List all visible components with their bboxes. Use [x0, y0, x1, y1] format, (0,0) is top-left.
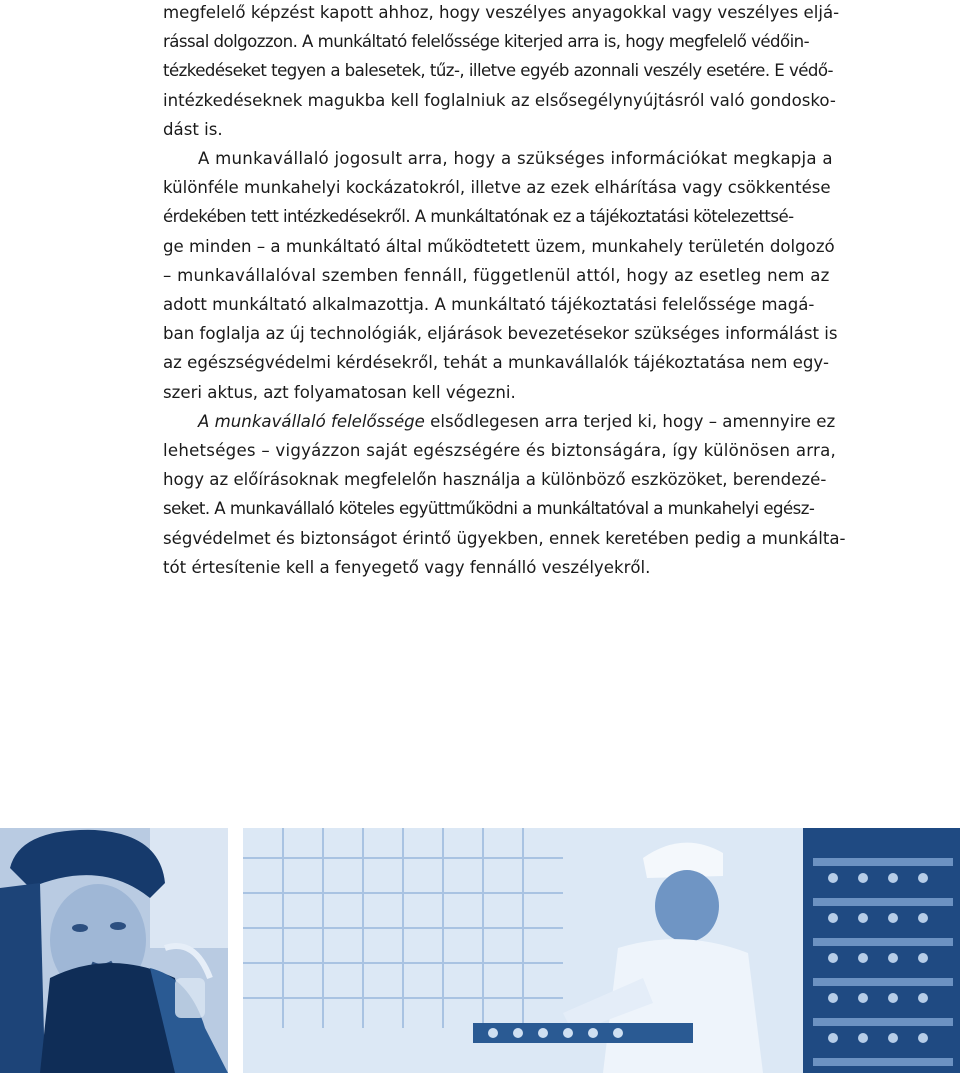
line: – munkavállalóval szemben fennáll, függetlenül attól, hogy az esetleg nem az [163, 265, 830, 285]
line: különféle munkahelyi kockázatokról, illetve az ezek elhárítása vagy csökkentése [163, 178, 831, 198]
line: A munkavállaló jogosult arra, hogy a szükséges információkat megkapja a [198, 149, 833, 169]
firefighter-photo [0, 828, 228, 1073]
line: megfelelő képzést kapott ahhoz, hogy veszélyes anyagokkal vagy veszélyes eljá- [163, 3, 840, 22]
paragraph-3 [163, 407, 867, 582]
paragraph-1 [163, 0, 867, 144]
line: seket. A munkavállaló köteles együttműködni a munkáltatóval a munkahelyi egész- [163, 499, 815, 519]
line: tót értesítenie kell a fenyegető vagy fennálló veszélyekről. [163, 557, 651, 577]
line: tézkedéseket tegyen a balesetek, tűz-, illetve egyéb azonnali veszély esetére. E védő- [163, 61, 833, 81]
line: az egészségvédelmi kérdésekről, tehát a munkavállalók tájékoztatása nem egy- [163, 353, 829, 373]
line: ge minden – a munkáltató által működtetett üzem, munkahely területén dolgozó [163, 236, 835, 256]
line: rással dolgozzon. A munkáltató felelőssége kiterjed arra is, hogy megfelelő védőin- [163, 32, 810, 52]
line: intézkedéseknek magukba kell foglalniuk az elsősegélynyújtásról való gondosko- [163, 90, 836, 110]
baker-illustration [243, 828, 960, 1073]
firefighter-illustration [0, 828, 228, 1073]
body-text [163, 0, 867, 582]
emphasis-heading: A munkavállaló felelőssége [198, 411, 425, 431]
paragraph-2 [163, 144, 867, 407]
line: elsődlegesen arra terjed ki, hogy – amennyire ez [424, 411, 836, 431]
baker-photo [243, 828, 960, 1073]
line: érdekében tett intézkedésekről. A munkáltatónak ez a tájékoztatási kötelezettsé- [163, 207, 794, 227]
line: hogy az előírásoknak megfelelőn használja a különböző eszközöket, berendezé- [163, 470, 827, 490]
line: dást is. [163, 119, 223, 139]
line: ban foglalja az új technológiák, eljárások bevezetésekor szükséges informálást is [163, 324, 838, 344]
line: szeri aktus, azt folyamatosan kell végezni. [163, 382, 516, 402]
line: adott munkáltató alkalmazottja. A munkáltató tájékoztatási felelőssége magá- [163, 295, 815, 315]
line: lehetséges – vigyázzon saját egészségére és biztonságára, így különösen arra, [163, 441, 837, 461]
line: ségvédelmet és biztonságot érintő ügyekben, ennek keretében pedig a munkálta- [163, 528, 846, 548]
